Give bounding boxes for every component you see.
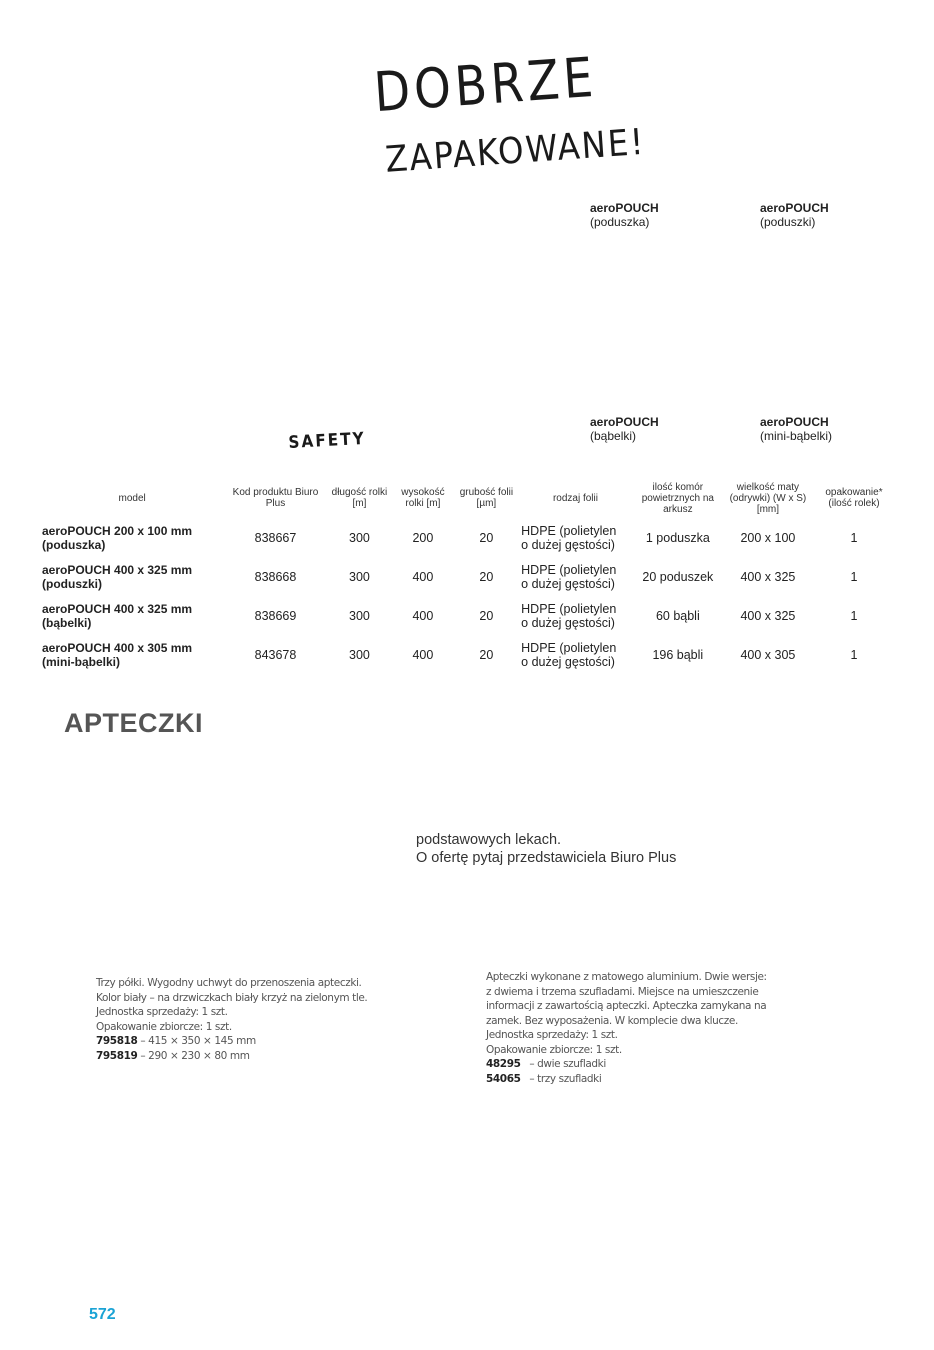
product-label-mini-babelki: [760, 415, 832, 443]
header-code: Kod produktu Biuro Plus: [232, 487, 319, 509]
product-description-left: [96, 976, 426, 1063]
product-label-variant: (bąbelki): [590, 429, 637, 443]
cell-material: HDPE (polietylen o dużej gęstości): [521, 640, 617, 669]
cell-length: 300: [349, 530, 370, 545]
variant-code: 48295: [486, 1058, 521, 1070]
description-line: Opakowanie zbiorcze: 1 szt.: [486, 1043, 622, 1056]
header-height: wysokość rolki [m]: [401, 487, 445, 509]
product-label-name: aeroPOUCH: [590, 415, 659, 429]
variant-code: 795818: [96, 1035, 138, 1047]
product-description-right: [486, 970, 816, 1086]
section-title: APTECZKI: [64, 708, 203, 738]
cell-material: HDPE (polietylen o dużej gęstości): [521, 601, 617, 630]
safety-label: SAFETY: [288, 428, 367, 453]
cell-model: aeroPOUCH 200 x 100 mm (poduszka): [42, 523, 193, 552]
cell-height: 400: [412, 569, 434, 584]
table-header-row: [40, 478, 896, 518]
product-label-name: aeroPOUCH: [590, 201, 659, 215]
cell-pack: 1: [850, 569, 858, 584]
cell-size: 400 x 325: [740, 569, 796, 584]
cell-model: aeroPOUCH 400 x 305 mm (mini-bąbelki): [42, 640, 193, 669]
variant-line: [96, 1034, 426, 1049]
header-chambers: ilość komór powietrznych na arkusz: [641, 481, 714, 515]
intro-line: podstawowych lekach.: [416, 832, 562, 848]
table-row: [40, 557, 896, 596]
cell-length: 300: [349, 569, 370, 584]
product-label-variant: (poduszki): [760, 215, 816, 229]
variant-line: [96, 1049, 426, 1064]
description-line: Apteczki wykonane z matowego aluminium. Dwie wersje:: [486, 971, 767, 983]
cell-model: aeroPOUCH 400 x 325 mm (bąbelki): [42, 601, 193, 630]
headline-line-2: ZAPAKOWANE!: [384, 121, 647, 181]
cell-size: 400 x 305: [740, 647, 796, 662]
header-material: rodzaj folii: [552, 492, 598, 504]
table-row: [40, 518, 896, 557]
cell-code: 843678: [254, 647, 297, 662]
variant-desc: – dwie szufladki: [520, 1058, 606, 1070]
product-label-poduszka: [590, 201, 659, 229]
intro-line: O ofertę pytaj przedstawiciela Biuro Plus: [416, 850, 677, 866]
product-label-name: aeroPOUCH: [760, 201, 829, 215]
product-label-variant: (mini-bąbelki): [760, 429, 833, 443]
header-pack: opakowanie* (ilość rolek): [825, 487, 883, 509]
cell-pack: 1: [850, 530, 858, 545]
cell-height: 400: [412, 647, 434, 662]
spec-table: [40, 478, 896, 674]
variant-line: [486, 1072, 816, 1087]
cell-chambers: 1 poduszka: [645, 530, 710, 545]
cell-thickness: 20: [479, 608, 494, 623]
product-label-poduszki: [760, 201, 829, 229]
variant-desc: – 290 × 230 × 80 mm: [137, 1049, 250, 1062]
header-length: długość rolki [m]: [331, 487, 388, 509]
cell-code: 838668: [254, 569, 297, 584]
page-number: 572: [89, 1306, 116, 1323]
header-thickness: grubość folii [µm]: [459, 487, 514, 509]
cell-thickness: 20: [479, 530, 494, 545]
cell-thickness: 20: [479, 569, 494, 584]
cell-chambers: 196 bąbli: [652, 647, 704, 662]
description-line: Trzy półki. Wygodny uchwyt do przenoszenia apteczki.: [96, 977, 362, 989]
description-line: informacji z zawartością apteczki. Apteczka zamykana na: [486, 1000, 767, 1012]
variant-code: 54065: [486, 1072, 521, 1085]
cell-length: 300: [349, 647, 370, 662]
product-label-name: aeroPOUCH: [760, 415, 829, 429]
description-line: zamek. Bez wyposażenia. W komplecie dwa klucze.: [486, 1014, 738, 1027]
table-row: [40, 596, 896, 635]
variant-line: [486, 1057, 816, 1072]
description-line: Kolor biały – na drzwiczkach biały krzyż na zielonym tle.: [96, 991, 368, 1004]
description-line: Jednostka sprzedaży: 1 szt.: [96, 1006, 228, 1018]
cell-length: 300: [349, 608, 370, 623]
cell-height: 200: [412, 530, 434, 545]
section-intro: [416, 831, 676, 867]
product-label-babelki: [590, 415, 659, 443]
cell-size: 400 x 325: [740, 608, 796, 623]
cell-pack: 1: [850, 647, 858, 662]
cell-size: 200 x 100: [740, 530, 796, 545]
cell-chambers: 60 bąbli: [655, 608, 700, 623]
cell-code: 838669: [254, 608, 297, 623]
description-line: Opakowanie zbiorcze: 1 szt.: [96, 1020, 232, 1033]
product-label-variant: (poduszka): [590, 215, 650, 229]
header-size: wielkość maty (odrywki) (W x S) [mm]: [729, 481, 807, 515]
header-model: model: [118, 492, 146, 504]
variant-desc: – 415 × 350 × 145 mm: [137, 1035, 256, 1047]
description-line: Jednostka sprzedaży: 1 szt.: [486, 1029, 618, 1041]
headline-line-1: DOBRZE: [372, 46, 599, 125]
description-line: z dwiema i trzema szufladami. Miejsce na umieszczenie: [486, 985, 759, 998]
cell-model: aeroPOUCH 400 x 325 mm (poduszki): [42, 562, 193, 591]
cell-material: HDPE (polietylen o dużej gęstości): [521, 562, 617, 591]
cell-chambers: 20 poduszek: [642, 569, 714, 584]
cell-code: 838667: [254, 530, 297, 545]
table-row: [40, 635, 896, 674]
cell-thickness: 20: [479, 647, 494, 662]
cell-material: HDPE (polietylen o dużej gęstości): [521, 523, 617, 552]
cell-height: 400: [412, 608, 434, 623]
cell-pack: 1: [850, 608, 858, 623]
variant-code: 795819: [96, 1049, 138, 1062]
variant-desc: – trzy szufladki: [520, 1072, 602, 1085]
